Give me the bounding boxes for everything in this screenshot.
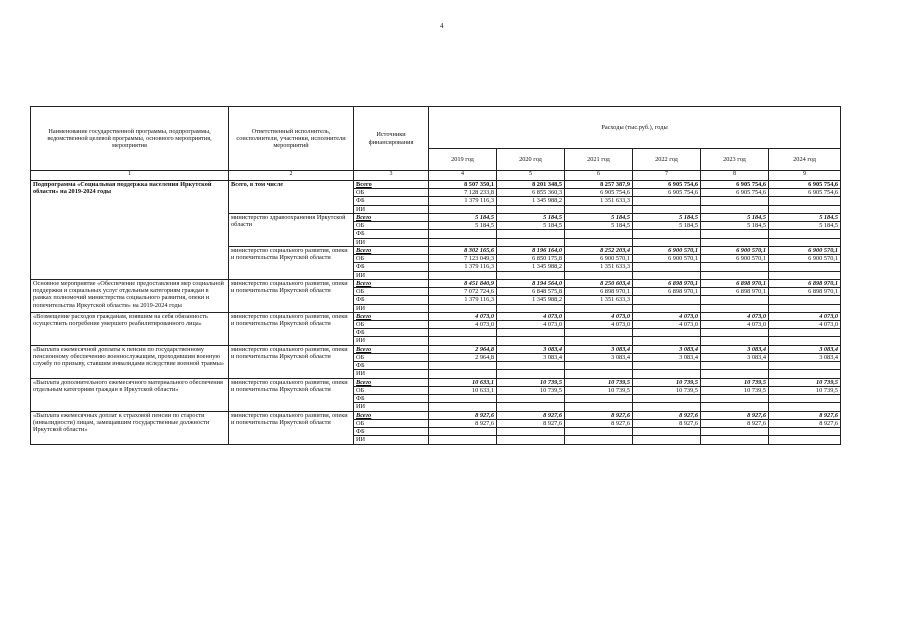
funding-source: ИИ: [354, 271, 429, 279]
funding-source: ИИ: [354, 337, 429, 345]
funding-source: ФБ: [354, 230, 429, 238]
expense-value: 8 927,6: [565, 419, 633, 427]
expense-value: [497, 436, 565, 444]
executor-name: министерство социального развития, опеки и попечительства Иркутской области: [229, 345, 354, 378]
expense-value: 4 073,0: [701, 320, 769, 328]
executor-name: министерство социального развития, опеки и попечительства Иркутской области: [229, 279, 354, 312]
expense-value: 6 898 970,1: [633, 279, 701, 287]
header-year: 2023 год: [701, 149, 769, 171]
expense-value: 10 739,5: [565, 378, 633, 386]
expense-value: 4 073,0: [497, 312, 565, 320]
expense-value: [701, 370, 769, 378]
expense-value: 8 194 564,0: [497, 279, 565, 287]
funding-source: Всего: [354, 378, 429, 386]
expense-value: 5 184,5: [701, 222, 769, 230]
funding-source: ОБ: [354, 353, 429, 361]
expense-value: [633, 197, 701, 205]
expense-value: 6 898 970,1: [769, 288, 841, 296]
expense-value: 10 739,5: [497, 386, 565, 394]
expense-value: 8 927,6: [497, 419, 565, 427]
expense-value: 6 855 360,3: [497, 189, 565, 197]
expense-value: 1 379 116,3: [429, 263, 497, 271]
expense-value: 6 900 570,1: [565, 255, 633, 263]
header-sources: Источники финансирования: [354, 107, 429, 171]
expense-value: [701, 403, 769, 411]
funding-source: ФБ: [354, 395, 429, 403]
expense-value: [429, 428, 497, 436]
program-name: Основное мероприятие «Обеспечение предоставления мер социальной поддержки и социальных услуг отдельным категориям граждан в рамках полномочий министерства социального развития, опеки и попечительства Иркутской области» на 2019-2024 годы: [31, 279, 229, 312]
expense-value: [633, 428, 701, 436]
expense-value: 4 073,0: [769, 320, 841, 328]
expense-value: [701, 337, 769, 345]
funding-source: ФБ: [354, 362, 429, 370]
expense-value: [497, 403, 565, 411]
table-row: [31, 378, 841, 386]
expense-value: [769, 230, 841, 238]
executor-name: министерство социального развития, опеки и попечительства Иркутской области: [229, 312, 354, 345]
expense-value: 6 900 570,1: [633, 246, 701, 254]
column-index: 9: [769, 171, 841, 181]
program-name: Подпрограмма «Социальная поддержка населения Иркутской области» на 2019-2024 годы: [31, 181, 229, 280]
expense-value: 5 184,5: [565, 222, 633, 230]
expense-value: [497, 271, 565, 279]
column-index: 6: [565, 171, 633, 181]
funding-source: ОБ: [354, 419, 429, 427]
expense-value: [565, 395, 633, 403]
expense-value: 1 345 988,2: [497, 296, 565, 304]
expense-value: 3 083,4: [497, 353, 565, 361]
expense-value: [429, 304, 497, 312]
expense-value: 1 351 633,3: [565, 263, 633, 271]
funding-source: ФБ: [354, 329, 429, 337]
expense-value: 10 739,5: [565, 386, 633, 394]
funding-source: Всего: [354, 213, 429, 221]
expense-value: 6 898 970,1: [701, 279, 769, 287]
expense-value: [769, 436, 841, 444]
expense-value: 6 900 570,1: [701, 246, 769, 254]
program-name: «Выплата ежемесячных доплат к страховой пенсии по старости (инвалидности) лицам, замещавшим государственные должности Иркутской области»: [31, 411, 229, 444]
expense-value: [497, 337, 565, 345]
expense-value: [565, 329, 633, 337]
funding-source: Всего: [354, 345, 429, 353]
expense-value: 6 905 754,6: [633, 189, 701, 197]
expense-value: [769, 403, 841, 411]
header-executor: Ответственный исполнитель, соисполнители, участники, исполнители мероприятий: [229, 107, 354, 171]
expense-value: 3 083,4: [633, 345, 701, 353]
funding-source: Всего: [354, 411, 429, 419]
expense-value: [769, 362, 841, 370]
column-index: 3: [354, 171, 429, 181]
expense-value: [769, 205, 841, 213]
expense-value: [769, 304, 841, 312]
expense-value: [429, 370, 497, 378]
table-row: [31, 411, 841, 419]
expense-value: 8 302 165,6: [429, 246, 497, 254]
expense-value: 4 073,0: [565, 320, 633, 328]
funding-source: ОБ: [354, 386, 429, 394]
expense-value: 5 184,5: [769, 213, 841, 221]
expense-value: 8 927,6: [429, 411, 497, 419]
funding-source: Всего: [354, 312, 429, 320]
funding-source: ИИ: [354, 304, 429, 312]
expense-value: 1 379 116,3: [429, 197, 497, 205]
table-row: [31, 312, 841, 320]
table-row: [31, 345, 841, 353]
expense-value: [701, 271, 769, 279]
expense-value: [633, 230, 701, 238]
expense-value: [565, 362, 633, 370]
expenses-table: [30, 106, 841, 445]
expense-value: [633, 296, 701, 304]
expense-value: [633, 271, 701, 279]
executor-name: Всего, в том числе: [229, 181, 354, 214]
expense-value: [429, 395, 497, 403]
expense-value: [565, 337, 633, 345]
expense-value: 5 184,5: [701, 213, 769, 221]
expense-value: 10 633,1: [429, 378, 497, 386]
expense-value: 4 073,0: [429, 312, 497, 320]
expense-value: 6 905 754,6: [633, 181, 701, 189]
expense-value: 8 927,6: [769, 411, 841, 419]
expense-value: 1 351 633,3: [565, 296, 633, 304]
expense-value: [701, 205, 769, 213]
expense-value: [769, 329, 841, 337]
expense-value: 4 073,0: [429, 320, 497, 328]
expense-value: 4 073,0: [701, 312, 769, 320]
header-name: Наименование государственной программы, подпрограммы, ведомственной целевой программы, основного мероприятия, мероприятия: [31, 107, 229, 171]
header-year: 2020 год: [497, 149, 565, 171]
program-name: «Возмещение расходов гражданам, взявшим на себя обязанность осуществить погребение умершего реабилитированного лица»: [31, 312, 229, 345]
funding-source: ИИ: [354, 205, 429, 213]
column-index: 1: [31, 171, 229, 181]
expense-value: 2 964,8: [429, 353, 497, 361]
expense-value: 10 739,5: [633, 386, 701, 394]
expense-value: 5 184,5: [429, 213, 497, 221]
expense-value: [565, 428, 633, 436]
expense-value: 1 351 633,3: [565, 197, 633, 205]
expense-value: 10 633,1: [429, 386, 497, 394]
expense-value: 10 739,5: [769, 386, 841, 394]
expense-value: 8 927,6: [497, 411, 565, 419]
expense-value: 3 083,4: [701, 353, 769, 361]
funding-source: ФБ: [354, 428, 429, 436]
funding-source: ОБ: [354, 255, 429, 263]
expense-value: [633, 403, 701, 411]
expense-value: 6 898 970,1: [769, 279, 841, 287]
expense-value: 6 898 970,1: [701, 288, 769, 296]
expense-value: [701, 329, 769, 337]
program-name: «Выплата ежемесячной доплаты к пенсии по государственному пенсионному обеспечению военнослужащим, проходившим военную службу по призыву, ставшим инвалидами вследствие военной травмы»: [31, 345, 229, 378]
expense-value: [769, 238, 841, 246]
expense-value: [497, 205, 565, 213]
expense-value: [565, 436, 633, 444]
funding-source: ИИ: [354, 436, 429, 444]
table-row: [31, 279, 841, 287]
expense-value: [633, 337, 701, 345]
expense-value: [429, 362, 497, 370]
expense-value: 4 073,0: [565, 312, 633, 320]
expense-value: 3 083,4: [497, 345, 565, 353]
expense-value: [497, 304, 565, 312]
funding-source: Всего: [354, 181, 429, 189]
expense-value: [429, 337, 497, 345]
funding-source: ИИ: [354, 370, 429, 378]
expense-value: [769, 395, 841, 403]
expense-value: [701, 296, 769, 304]
expense-value: [769, 296, 841, 304]
expense-value: 1 379 116,3: [429, 296, 497, 304]
funding-source: ФБ: [354, 197, 429, 205]
expense-value: [701, 436, 769, 444]
expense-value: [701, 238, 769, 246]
expense-value: 1 345 988,2: [497, 263, 565, 271]
funding-source: ФБ: [354, 296, 429, 304]
table-body: [31, 181, 841, 445]
expense-value: 7 128 233,8: [429, 189, 497, 197]
expense-value: [769, 197, 841, 205]
expense-value: [497, 230, 565, 238]
expense-value: 10 739,5: [701, 378, 769, 386]
expense-value: 8 451 840,9: [429, 279, 497, 287]
expense-value: 3 083,4: [633, 353, 701, 361]
expense-value: [497, 238, 565, 246]
expense-value: 8 250 603,4: [565, 279, 633, 287]
expense-value: [633, 263, 701, 271]
header-year: 2021 год: [565, 149, 633, 171]
expense-value: [701, 428, 769, 436]
expense-value: 10 739,5: [769, 378, 841, 386]
executor-name: министерство социального развития, опеки и попечительства Иркутской области: [229, 411, 354, 444]
page-number: 4: [440, 22, 444, 30]
expense-value: 7 123 049,3: [429, 255, 497, 263]
expense-value: [701, 230, 769, 238]
funding-source: ОБ: [354, 222, 429, 230]
expense-value: 4 073,0: [633, 312, 701, 320]
column-index: 2: [229, 171, 354, 181]
expense-value: 1 345 988,2: [497, 197, 565, 205]
funding-source: ИИ: [354, 403, 429, 411]
expense-value: 7 072 724,6: [429, 288, 497, 296]
expense-value: [769, 337, 841, 345]
expense-value: [701, 362, 769, 370]
expense-value: 8 927,6: [633, 419, 701, 427]
expense-value: 6 905 754,6: [769, 189, 841, 197]
expense-value: 6 898 970,1: [633, 288, 701, 296]
expense-value: [565, 271, 633, 279]
header-expenses: Расходы (тыс.руб.), годы: [429, 107, 841, 149]
funding-source: ОБ: [354, 320, 429, 328]
program-name: «Выплата дополнительного ежемесячного материального обеспечения отдельным категориям граждан в Иркутской области»: [31, 378, 229, 411]
expense-value: 6 905 754,6: [701, 181, 769, 189]
expense-value: 6 900 570,1: [769, 246, 841, 254]
funding-source: ИИ: [354, 238, 429, 246]
expense-value: 4 073,0: [497, 320, 565, 328]
expense-value: [633, 362, 701, 370]
expense-value: 3 083,4: [769, 353, 841, 361]
expense-value: [497, 370, 565, 378]
expense-value: 10 739,5: [497, 378, 565, 386]
expense-value: 6 898 970,1: [565, 288, 633, 296]
expense-value: 2 964,8: [429, 345, 497, 353]
column-index: 5: [497, 171, 565, 181]
expense-value: [769, 263, 841, 271]
expense-value: 6 905 754,6: [769, 181, 841, 189]
expense-value: 5 184,5: [497, 213, 565, 221]
expense-value: 3 083,4: [701, 345, 769, 353]
expense-value: 10 739,5: [633, 378, 701, 386]
expense-value: [429, 403, 497, 411]
column-index: 4: [429, 171, 497, 181]
expense-value: 8 196 164,0: [497, 246, 565, 254]
column-index: 7: [633, 171, 701, 181]
funding-source: ОБ: [354, 288, 429, 296]
expense-value: [701, 263, 769, 271]
expense-value: 8 927,6: [633, 411, 701, 419]
expense-value: [701, 395, 769, 403]
expense-value: 8 927,6: [769, 419, 841, 427]
expense-value: 6 905 754,6: [701, 189, 769, 197]
expense-value: [565, 403, 633, 411]
header-year: 2022 год: [633, 149, 701, 171]
expense-value: 5 184,5: [497, 222, 565, 230]
expense-value: 3 083,4: [769, 345, 841, 353]
executor-name: министерство здравоохранения Иркутской области: [229, 213, 354, 246]
table-row: [31, 181, 841, 189]
funding-source: Всего: [354, 246, 429, 254]
expense-value: [429, 329, 497, 337]
expense-value: 5 184,5: [633, 213, 701, 221]
expense-value: 5 184,5: [429, 222, 497, 230]
expense-value: 6 848 575,8: [497, 288, 565, 296]
expense-value: 8 927,6: [701, 419, 769, 427]
expense-value: 5 184,5: [565, 213, 633, 221]
expense-value: [633, 329, 701, 337]
expense-value: [633, 370, 701, 378]
expense-value: 4 073,0: [633, 320, 701, 328]
expense-value: 3 083,4: [565, 345, 633, 353]
expense-value: [429, 271, 497, 279]
expense-value: 5 184,5: [633, 222, 701, 230]
expense-value: [565, 230, 633, 238]
funding-source: ФБ: [354, 263, 429, 271]
expense-value: 3 083,4: [565, 353, 633, 361]
expense-value: 6 900 570,1: [633, 255, 701, 263]
expense-value: 6 905 754,6: [565, 189, 633, 197]
expense-value: [565, 238, 633, 246]
expense-value: [429, 205, 497, 213]
executor-name: министерство социального развития, опеки и попечительства Иркутской области: [229, 378, 354, 411]
expense-value: [701, 304, 769, 312]
expense-value: 5 184,5: [769, 222, 841, 230]
expense-value: 8 257 387,9: [565, 181, 633, 189]
expense-value: [497, 362, 565, 370]
expense-value: 10 739,5: [701, 386, 769, 394]
expense-value: [429, 238, 497, 246]
expense-value: [633, 395, 701, 403]
expense-value: [429, 436, 497, 444]
expense-value: [769, 370, 841, 378]
expense-value: [497, 395, 565, 403]
expense-value: [633, 238, 701, 246]
expense-value: 8 927,6: [701, 411, 769, 419]
expense-value: [701, 197, 769, 205]
expense-value: 8 927,6: [565, 411, 633, 419]
expense-value: 6 900 570,1: [701, 255, 769, 263]
expense-value: [497, 428, 565, 436]
expense-value: 6 900 570,1: [769, 255, 841, 263]
expense-value: [565, 205, 633, 213]
expense-value: [633, 304, 701, 312]
column-index-row: [31, 171, 841, 181]
expense-value: [633, 205, 701, 213]
expense-value: [769, 271, 841, 279]
expense-value: [565, 370, 633, 378]
expense-value: [497, 329, 565, 337]
expense-value: 8 201 348,5: [497, 181, 565, 189]
expense-value: 4 073,0: [769, 312, 841, 320]
expense-value: [633, 436, 701, 444]
funding-source: ОБ: [354, 189, 429, 197]
header-year: 2024 год: [769, 149, 841, 171]
expense-value: [769, 428, 841, 436]
expense-value: [429, 230, 497, 238]
column-index: 8: [701, 171, 769, 181]
expense-value: 8 252 203,4: [565, 246, 633, 254]
expense-value: 6 850 175,8: [497, 255, 565, 263]
header-year: 2019 год: [429, 149, 497, 171]
funding-source: Всего: [354, 279, 429, 287]
executor-name: министерство социального развития, опеки и попечительства Иркутской области: [229, 246, 354, 279]
expense-value: [565, 304, 633, 312]
expense-value: 8 507 350,1: [429, 181, 497, 189]
expense-value: 8 927,6: [429, 419, 497, 427]
